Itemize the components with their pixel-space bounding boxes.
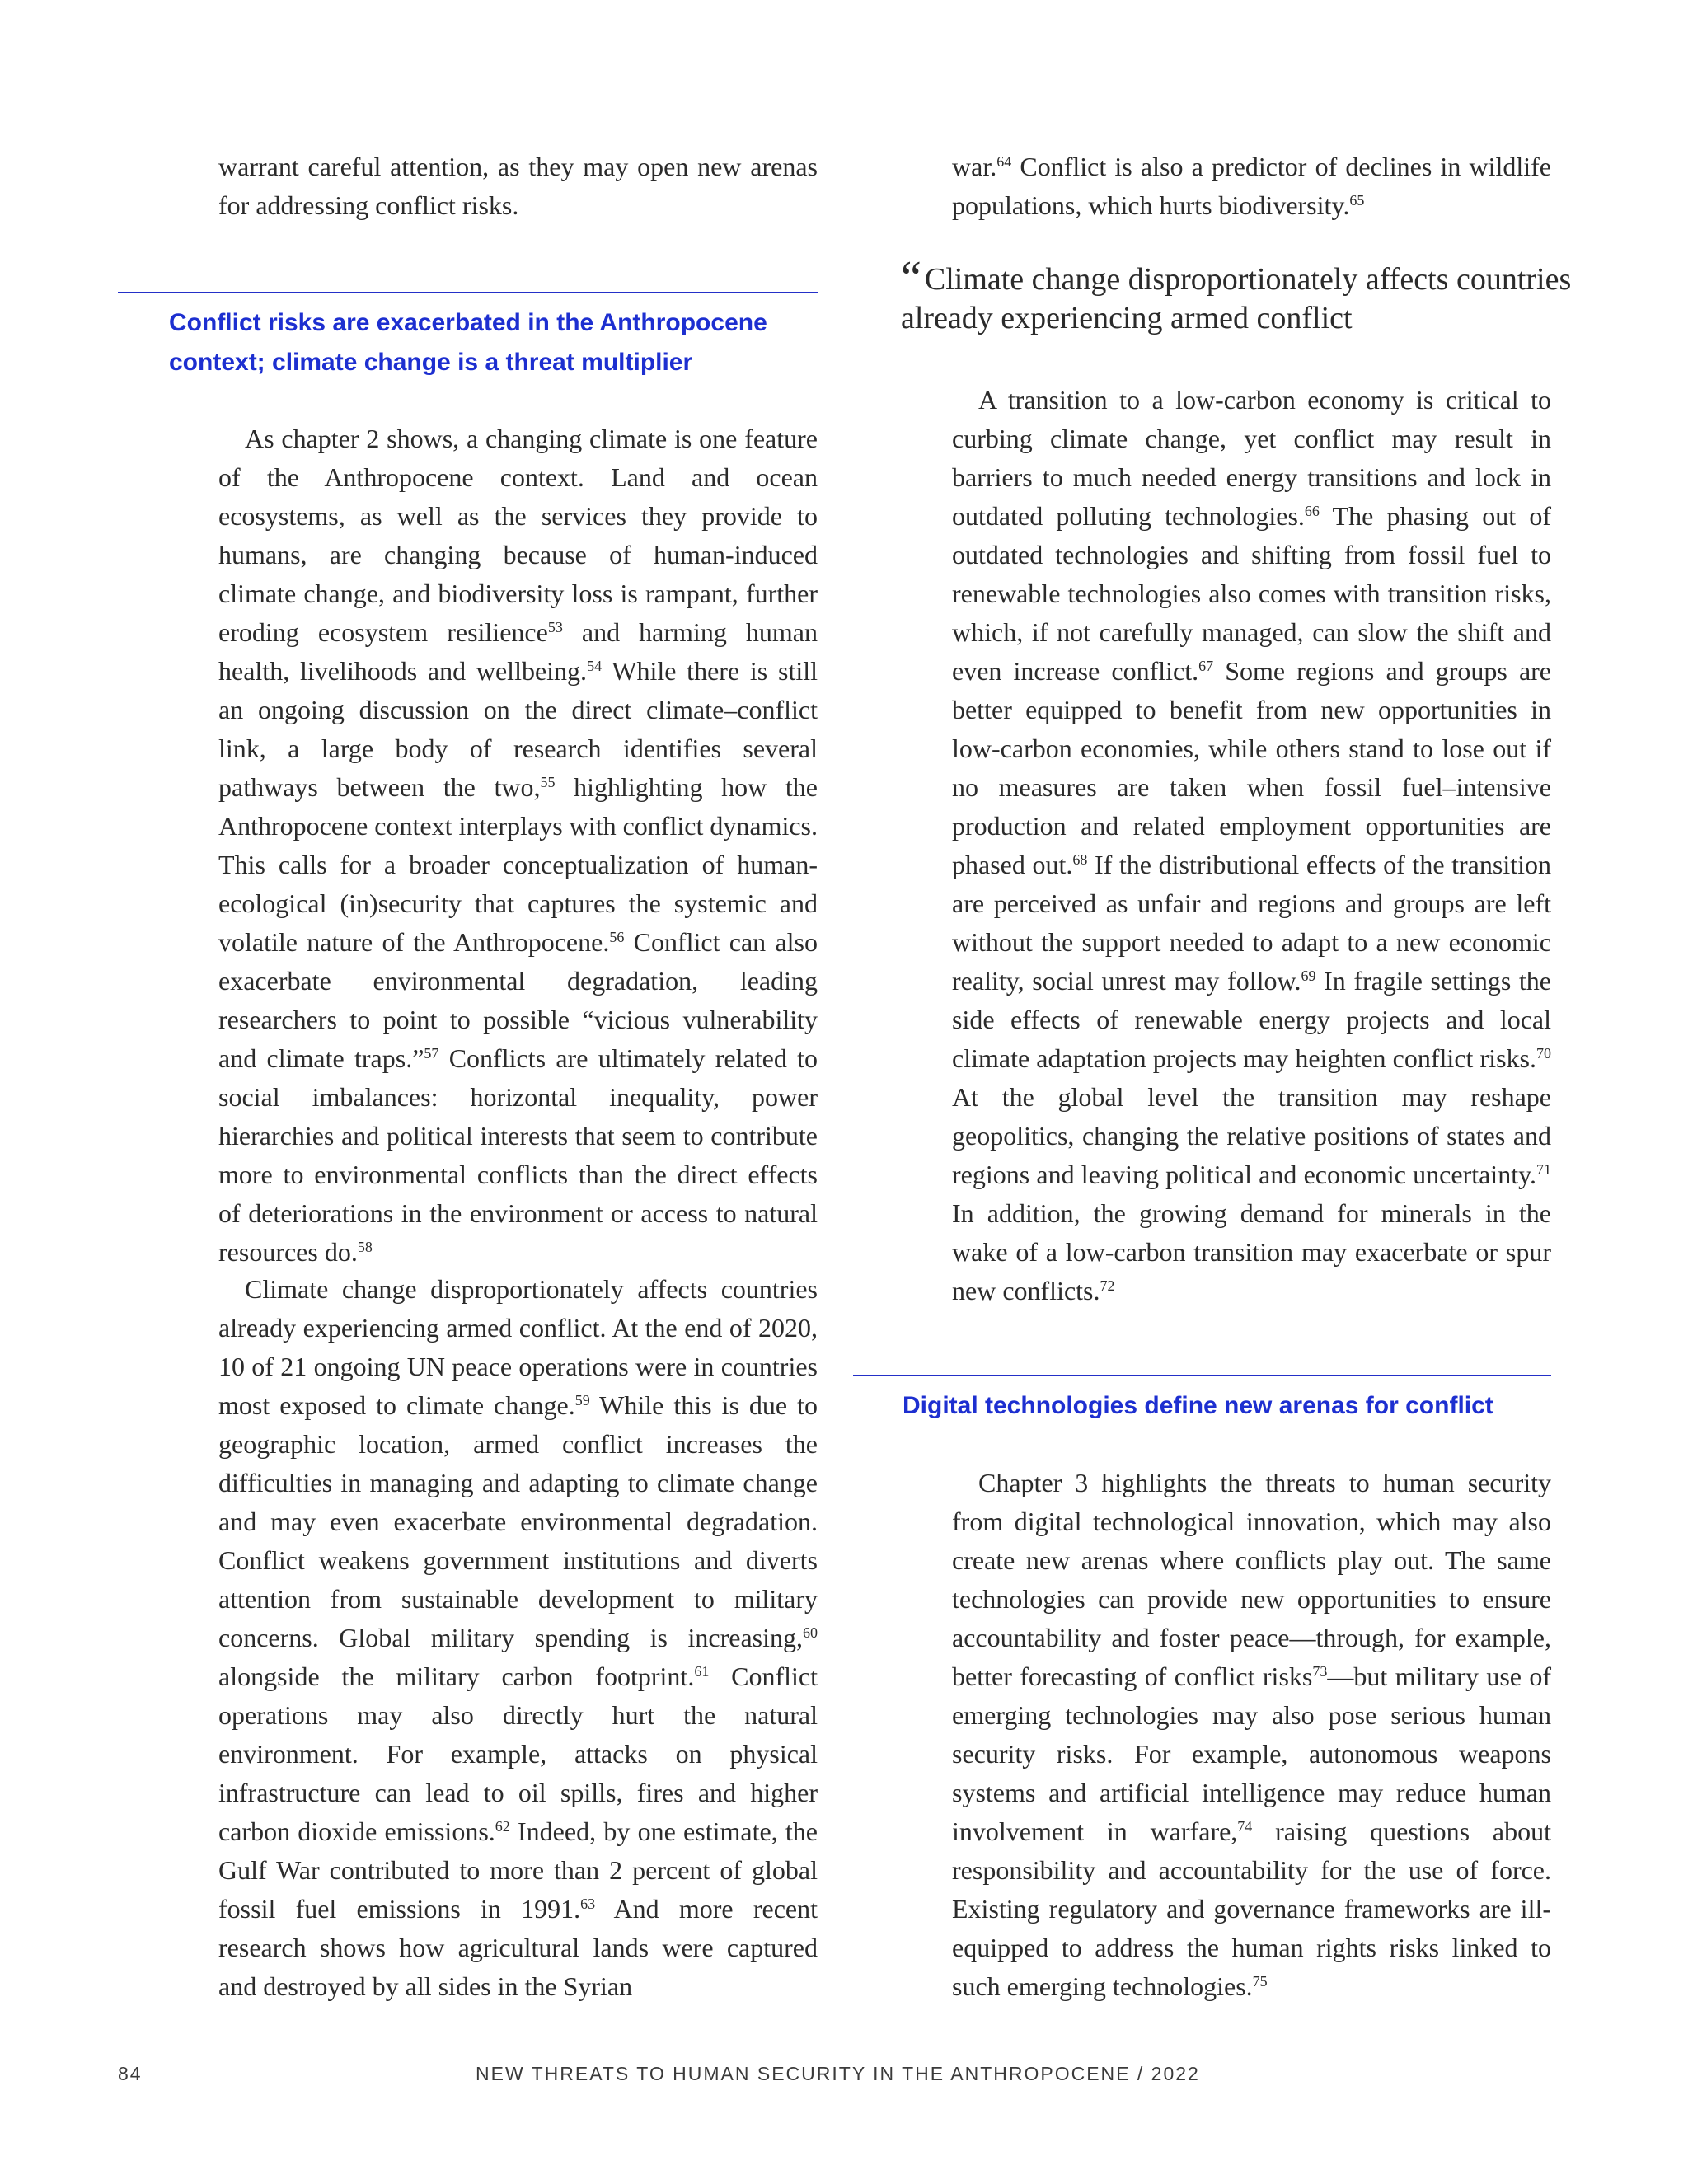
continuation-paragraph: war.$^{64}$ Conflict is also a predictor of declines in wildlife populations, which hurts biodiversity.$^{65}$ [952, 152, 1551, 220]
footnote-ref[interactable]: 61 [694, 1663, 710, 1680]
footnote-ref[interactable]: 55 [540, 774, 556, 790]
section-heading-digital-technologies: Digital technologies define new arenas for conflict [903, 1392, 1493, 1419]
footnote-ref[interactable]: 71 [1536, 1161, 1551, 1178]
footnote-ref[interactable]: 60 [803, 1624, 818, 1641]
footnote-ref[interactable]: 67 [1198, 658, 1214, 674]
footnote-ref[interactable]: 58 [357, 1239, 373, 1255]
footnote-ref[interactable]: 73 [1312, 1663, 1328, 1680]
footnote-ref[interactable]: 66 [1304, 503, 1320, 519]
quote-mark-icon: “ [901, 252, 921, 303]
page-footer [0, 2063, 1688, 2096]
footnote-ref[interactable]: 70 [1536, 1045, 1551, 1062]
footnote-ref[interactable]: 74 [1237, 1818, 1253, 1835]
footnote-ref[interactable]: 56 [609, 929, 625, 945]
footnote-ref[interactable]: 69 [1301, 968, 1316, 984]
footnote-ref[interactable]: 75 [1252, 1973, 1268, 1990]
footnote-ref[interactable]: 72 [1100, 1277, 1115, 1294]
body-paragraph: Climate change disproportionately affects countries already experiencing armed conflict. At the end of 2020, 10 of 21 ongoing UN peace operations were in countries most exposed to climate change.$^{59}$ While this is due to geographic location, armed conflict increases the difficulties in managing and adapting to climate change and may even exacerbate environmental degradation. Conflict weakens government institutions and diverts attention from sustainable development to military concerns. Global military spending is increasing,$^{60}$ alongside the military carbon footprint.$^{61}$ Conflict operations may also directly hurt the natural environment. For example, attacks on physical infrastructure can lead to oil spills, fires and higher carbon dioxide emissions.$^{62}$ Indeed, by one estimate, the Gulf War contributed to more than 2 percent of global fossil fuel emissions in 1991.63 And more recent research shows how agricultural lands were captured and destroyed by all sides in the Syrian [218, 1274, 818, 2001]
footnote-ref[interactable]: 59 [574, 1392, 590, 1408]
footnote-ref[interactable]: 65 [1349, 192, 1365, 209]
footnote-ref[interactable]: 68 [1072, 851, 1088, 868]
intro-paragraph: warrant careful attention, as they may open new arenas for addressing conflict risks. [218, 152, 818, 220]
footnote-ref[interactable]: 54 [587, 658, 603, 674]
body-paragraph: Chapter 3 highlights the threats to human security from digital technological innovation, which may also create new arenas where conflicts play out. The same technologies can provide new opportunities to ensure accountability and foster peace—through, for example, better forecasting of conflict risks$^{73}$—but military use of emerging technologies may also pose serious human security risks. For example, autonomous weapons systems and artificial intelligence may reduce human involvement in warfare,$^{74}$ raising questions about responsibility and accountability for the use of force. Existing regulatory and governance frameworks are ill-equipped to address the human rights risks linked to such emerging technologies.$^{75}$ [952, 1468, 1552, 2001]
footnote-ref[interactable]: 62 [495, 1818, 510, 1835]
footnote-ref[interactable]: 57 [424, 1045, 439, 1062]
section-heading-conflict-climate: Conflict risks are exacerbated in the Anthropocene context; climate change is a threat multiplier [169, 309, 767, 376]
footnote-ref[interactable]: 63 [580, 1896, 596, 1912]
section-divider [853, 1375, 1551, 1376]
section-divider [118, 292, 818, 293]
body-paragraph: As chapter 2 shows, a changing climate is one feature of the Anthropocene context. Land and ocean ecosystems, as well as the services they provide to humans, are changing because of human-induced climate change, and biodiversity loss is rampant, further eroding ecosystem resilience$^{53}$ and harming human health, livelihoods and wellbeing.$^{54}$ While there is still an ongoing discussion on the direct climate–conflict link, a large body of research identifies several pathways between the two,$^{55}$ highlighting how the Anthropocene context interplays with conflict dynamics. This calls for a broader conceptualization of human-ecological (in)security that captures the systemic and volatile nature of the Anthropocene.$^{56}$ Conflict can also exacerbate environmental degradation, leading researchers to point to possible “vicious vulnerability and climate traps.”$^{57}$ Conflicts are ultimately related to social imbalances: horizontal inequality, power hierarchies and political interests that seem to contribute more to environmental conflicts than the direct effects of deteriorations in the environment or access to natural resources do.$^{58}$ [218, 424, 818, 1267]
pull-quote: “ Climate change disproportionately affects countries already experiencing armed conflict [901, 252, 1572, 335]
running-title: NEW THREATS TO HUMAN SECURITY IN THE ANTHROPOCENE / 2022 [476, 2063, 1200, 2084]
body-paragraph: A transition to a low-carbon economy is critical to curbing climate change, yet conflict may result in barriers to much needed energy transitions and lock in outdated polluting technologies.$^{66}$ The phasing out of outdated technologies and shifting from fossil fuel to renewable technologies also comes with transition risks, which, if not carefully managed, can slow the shift and even increase conflict.$^{67}$ Some regions and groups are better equipped to benefit from new opportunities in low-carbon economies, while others stand to lose out if no measures are taken when fossil fuel–intensive production and related employment opportunities are phased out.$^{68}$ If the distributional effects of the transition are perceived as unfair and regions and groups are left without the support needed to adapt to a new economic reality, social unrest may follow.$^{69}$ In fragile settings the side effects of renewable energy projects and local climate adaptation projects may heighten conflict risks.$^{70}$ At the global level the transition may reshape geopolitics, changing the relative positions of states and regions and leaving political and economic uncertainty.$^{71}$ In addition, the growing demand for minerals in the wake of a low-carbon transition may exacerbate or spur new conflicts.$^{72}$ [952, 385, 1552, 1305]
page-number: 84 [118, 2063, 143, 2084]
footnote-ref[interactable]: 53 [547, 619, 563, 635]
footnote-ref[interactable]: 64 [996, 153, 1012, 170]
